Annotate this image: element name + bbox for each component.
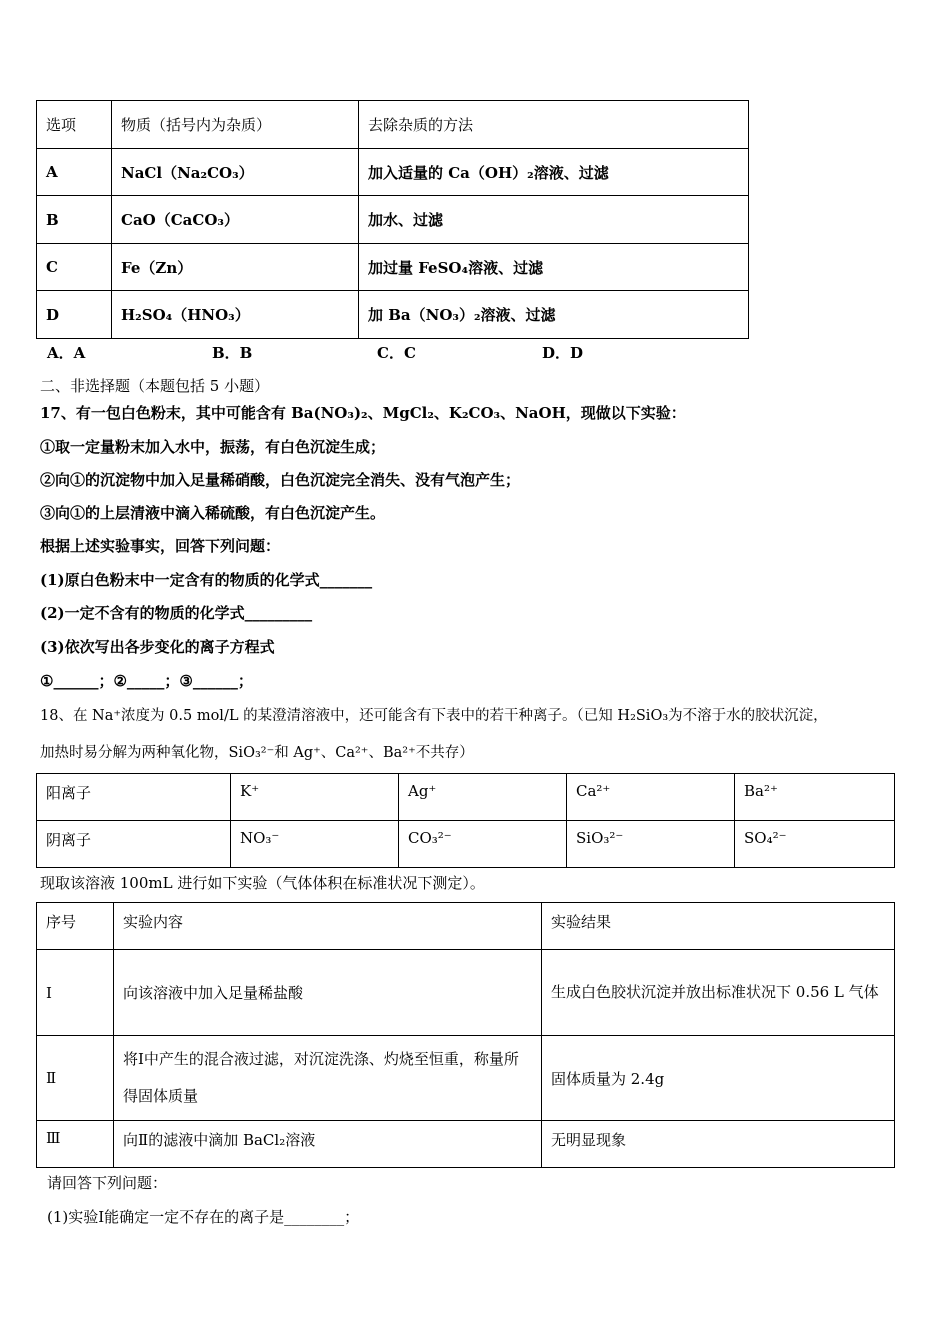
table-header-row (37, 101, 749, 149)
cell: 加 Ba（NO₃）₂溶液、过滤 (359, 291, 749, 339)
header-cell: 物质（括号内为杂质） (112, 101, 359, 149)
table-row (37, 1036, 895, 1121)
table-row (37, 291, 749, 339)
cell: Ba²⁺ (735, 774, 895, 821)
cell: 阳离子 (37, 774, 231, 821)
q17-step: ①取一定量粉末加入水中，振荡，有白色沉淀生成； (40, 438, 386, 456)
header-cell: 实验内容 (114, 903, 542, 950)
option-a[interactable]: A．A (47, 344, 86, 362)
option-c[interactable]: C．C (377, 344, 416, 362)
cell: H₂SO₄（HNO₃） (112, 291, 359, 339)
q18-sample-text: 现取该溶液 100mL 进行如下实验（气体体积在标准状况下测定）。 (40, 874, 485, 892)
header-cell: 序号 (37, 903, 114, 950)
cell: Fe（Zn） (112, 244, 359, 291)
table-row (37, 774, 895, 821)
q18-stem: 加热时易分解为两种氧化物，SiO₃²⁻和 Ag⁺、Ca²⁺、Ba²⁺不共存） (40, 745, 474, 761)
cell: C (37, 244, 112, 291)
q17-question: (3)依次写出各步变化的离子方程式 (40, 638, 275, 656)
table-row (37, 149, 749, 196)
q17-prompt: 根据上述实验事实，回答下列问题： (40, 537, 281, 555)
cell: 固体质量为 2.4g (542, 1036, 895, 1121)
cell: CO₃²⁻ (399, 821, 567, 868)
header-cell: 实验结果 (542, 903, 895, 950)
cell: 向Ⅱ的滤液中滴加 BaCl₂溶液 (114, 1121, 542, 1168)
q17-question: (2)一定不含有的物质的化学式_________ (40, 604, 313, 622)
cell: SiO₃²⁻ (567, 821, 735, 868)
table-row (37, 244, 749, 291)
cell: Ag⁺ (399, 774, 567, 821)
cell: D (37, 291, 112, 339)
q18-stem: 18、在 Na⁺浓度为 0.5 mol/L 的某澄清溶液中，还可能含有下表中的若干种离子。（已知 H₂SiO₃为不溶于水的胶状沉淀， (40, 708, 828, 724)
cell: CaO（CaCO₃） (112, 196, 359, 244)
q18-prompt: 请回答下列问题： (47, 1174, 168, 1192)
q17-question: ①______；②_____；③______； (40, 672, 253, 690)
cell: NO₃⁻ (231, 821, 399, 868)
cell: 无明显现象 (542, 1121, 895, 1168)
section-title: 二、非选择题（本题包括 5 小题） (40, 377, 270, 395)
q17-step: ②向①的沉淀物中加入足量稀硝酸，白色沉淀完全消失、没有气泡产生； (40, 471, 521, 489)
cell: Ⅲ (37, 1121, 114, 1168)
cell: SO₄²⁻ (735, 821, 895, 868)
cell: 将Ⅰ中产生的混合液过滤，对沉淀洗涤、灼烧至恒重，称量所得固体质量 (114, 1036, 542, 1121)
header-cell: 选项 (37, 101, 112, 149)
option-d[interactable]: D．D (542, 344, 584, 362)
ion-table (36, 773, 895, 868)
table-row (37, 1121, 895, 1168)
cell: Ⅰ (37, 950, 114, 1036)
experiment-table (36, 902, 895, 1168)
q17-step: ③向①的上层清液中滴入稀硫酸，有白色沉淀产生。 (40, 504, 386, 522)
cell: 加水、过滤 (359, 196, 749, 244)
q16-table (36, 100, 749, 339)
cell: 向该溶液中加入足量稀盐酸 (114, 950, 542, 1036)
cell: Ⅱ (37, 1036, 114, 1121)
option-b[interactable]: B．B (212, 344, 253, 362)
q18-question: (1)实验Ⅰ能确定一定不存在的离子是________； (47, 1208, 360, 1226)
header-cell: 去除杂质的方法 (359, 101, 749, 149)
table-row (37, 196, 749, 244)
cell: 阴离子 (37, 821, 231, 868)
cell: B (37, 196, 112, 244)
table-header-row (37, 903, 895, 950)
cell: 加入适量的 Ca（OH）₂溶液、过滤 (359, 149, 749, 196)
cell: 加过量 FeSO₄溶液、过滤 (359, 244, 749, 291)
q17-question: (1)原白色粉末中一定含有的物质的化学式_______ (40, 571, 373, 589)
q17-stem: 17、有一包白色粉末，其中可能含有 Ba(NO₃)₂、MgCl₂、K₂CO₃、NaOH，现做以下实验： (40, 404, 686, 422)
cell: NaCl（Na₂CO₃） (112, 149, 359, 196)
cell: K⁺ (231, 774, 399, 821)
cell: Ca²⁺ (567, 774, 735, 821)
cell: A (37, 149, 112, 196)
table-row (37, 821, 895, 868)
table-row (37, 950, 895, 1036)
cell: 生成白色胶状沉淀并放出标准状况下 0.56 L 气体 (542, 950, 895, 1036)
